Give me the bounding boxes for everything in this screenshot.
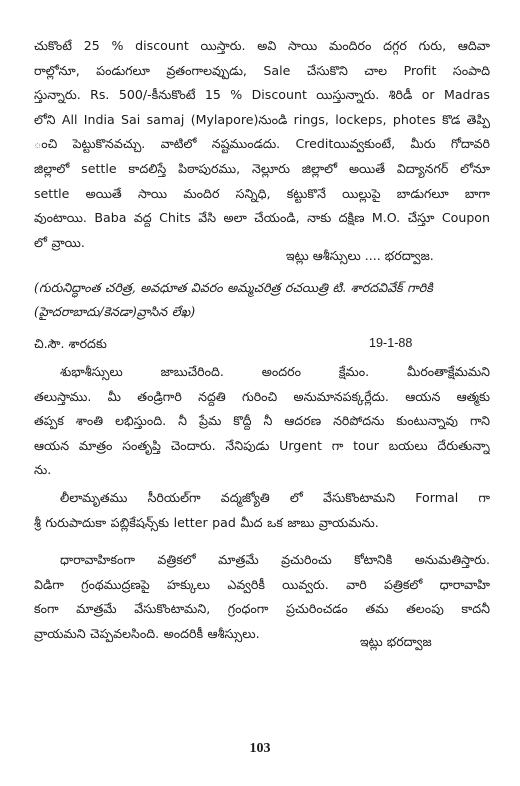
text-line: శ్రీ గురుపాదుకా పబ్లికేషన్స్‌కు letter pad మీద ఒక జాబు వ్రాయమను. xyxy=(34,514,379,530)
text-line: జిల్లాలో settle కాదలిస్తే పిఠాపురము, నెల్లూరు జిల్లాలో అయితే విద్యానగర్ లోనూ xyxy=(34,160,490,176)
text-line: ంచి పెట్టుకొనవచ్చు. వాటిలో నష్టముండదు. Creditయివ్వకుంటే, మీరు గోదావరి xyxy=(34,136,490,152)
letter-note xyxy=(34,276,490,324)
text-line: స్తున్నారు. Rs. 500/-కీనుకొంటే 15 % Discount యిస్తున్నారు. శిరిడీ or Madras xyxy=(34,87,490,103)
text-line: శుభాశీస్సులు జాబుచేరింది. అందరం క్షేమం. మీరంతాక్షేమమని xyxy=(60,364,490,379)
text-line: చుకొంటే 25 % discount యిస్తారు. అవి సాయి మందిరం దగ్గర గురు, ఆదివా xyxy=(34,38,490,53)
text-line: లీలామృతము సీరియల్‌గా వద్మజ్యోతి లో వేసుకొంటామని Formal గా xyxy=(60,490,490,505)
text-line: settle అయితే సాయి మందిర సన్నిధి, కట్టుకొనే యిల్లుపై బాడుగలూ బాగా xyxy=(34,185,490,201)
note-line: (హైదరాబాదు/కెనడా)వ్రాసిన లేఖ) xyxy=(34,304,196,319)
note-line: (గురునిద్ధాంత చరిత్ర, అవధూత వివరం అమ్మచరిత్ర రచయిత్రి టి. శారదవివేక్ గారికి xyxy=(34,280,433,295)
text-line: లో వ్రాయి. xyxy=(34,234,85,250)
text-line: ను. xyxy=(34,462,52,478)
text-line: ధారావాహికంగా వత్రికలో మాత్రమే వ్రచురించు కోటానికి అనుమతిస్తారు. xyxy=(60,552,490,567)
closing-signature: ఇట్లు ఆశీస్సులు .... భరద్వాజ. xyxy=(286,248,434,263)
text-line: వ్రాయమని చెప్పవలసింది. అందరికీ ఆశీస్సులు. xyxy=(34,625,260,641)
text-line: వుంటాయి. Baba వద్ద Chits వేసి అలా చేయండి, నాకు దక్షిణ M.O. చేస్తూ Coupon xyxy=(34,210,490,226)
page-number: 103 xyxy=(249,741,271,756)
paragraph-blessings xyxy=(34,360,490,483)
text-line: విడిగా గ్రంథముద్రణపై హక్కులు ఎవ్వరికీ యివ్వరు. వారి పత్రికలో ధారావాహి xyxy=(34,576,490,592)
text-line: కంగా మాత్రమే వేసుకొంటామని, గ్రంధంగా ప్రచురించడం తమ తలంపు కాదనీ xyxy=(34,601,490,617)
paragraph-serial xyxy=(34,486,490,535)
text-line: రాల్లోనూ, పండుగలూ వ్రతంగాలవ్పుడు, Sale చేసుకొని చాల Profit సంపాది xyxy=(34,62,490,78)
letter-date: 19-1-88 xyxy=(369,336,413,350)
paragraph-publication-rights xyxy=(34,548,490,646)
salutation: చి.సౌ. శారదకు xyxy=(34,336,107,351)
text-line: తప్పక శాంతి లభిస్తుంది. నీ ప్రేమ కొద్దీ నీ ఆదరణ నరిపోదను కుంటున్నావు గాని xyxy=(34,413,490,429)
closing-signature: ఇట్లు భరద్వాజ xyxy=(360,634,432,649)
text-line: లోని All India Sai samaj (Mylapore)నుండి rings, lockeps, photes కొడ తెప్పి xyxy=(34,111,490,127)
text-line: తలుస్తాము. మీ తండ్రిగారి నద్దతి గురించి అనుమానపక్కర్లేదు. ఆయన ఆత్మకు xyxy=(34,388,490,404)
text-line: ఆయన మాత్రం సంతృప్తి చెందారు. నేనిపుడు Urgent గా tour బయలు దేరుతున్నా xyxy=(34,437,490,453)
paragraph-discount-info xyxy=(34,34,490,255)
